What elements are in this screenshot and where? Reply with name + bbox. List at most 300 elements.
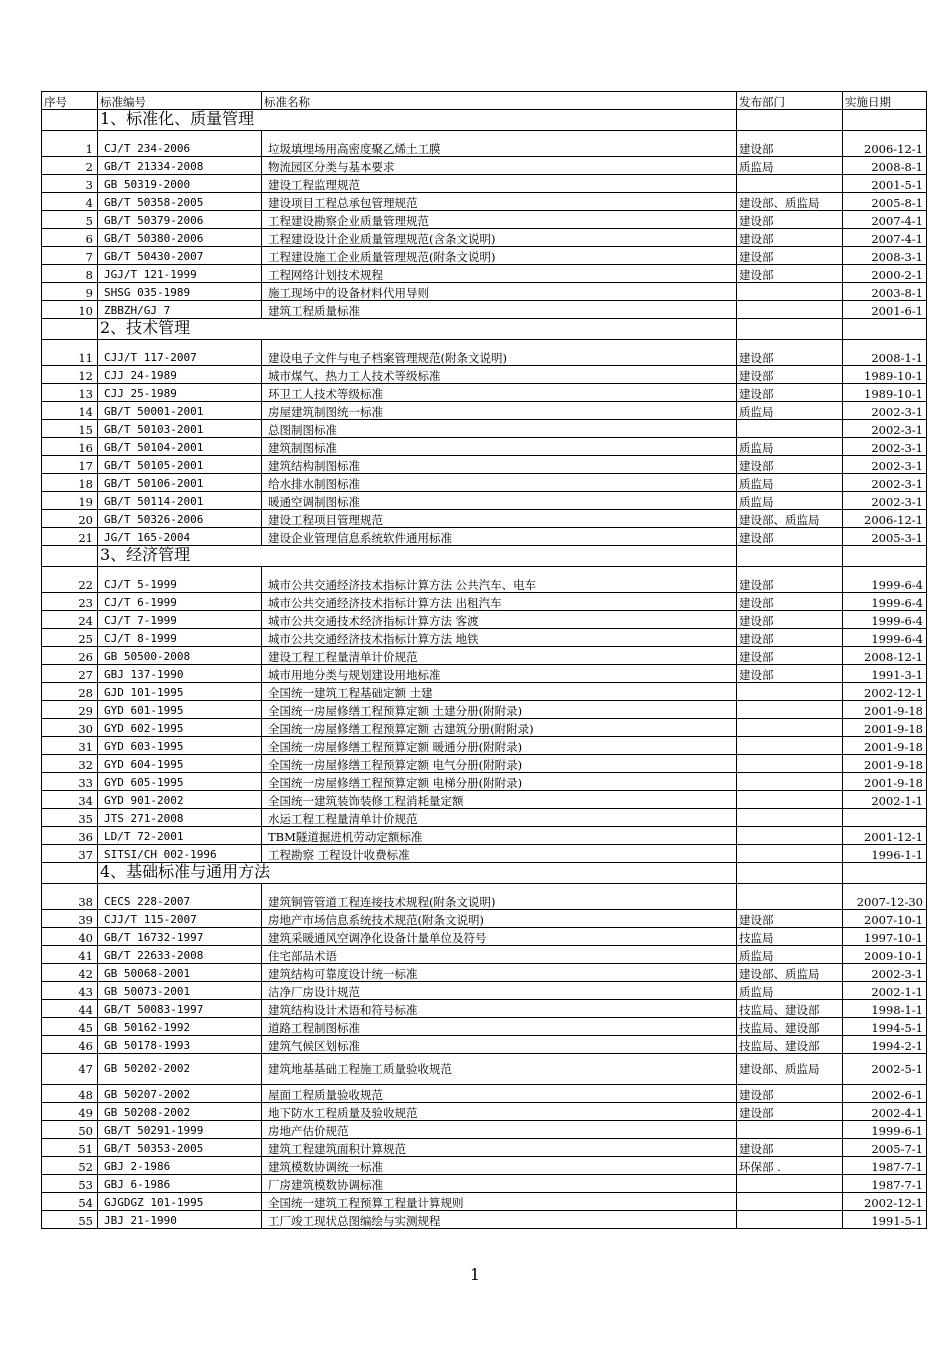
table-row [42, 265, 927, 283]
cell-dept [737, 791, 843, 809]
cell-name: 建设工程监理规范 [262, 175, 737, 193]
cell-date: 2006-12-1 [843, 131, 927, 157]
cell-name: 全国统一房屋修缮工程预算定额 古建筑分册(附附录) [262, 719, 737, 737]
cell-code: LD/T 72-2001 [98, 827, 262, 845]
cell-code: CJJ 25-1989 [98, 384, 262, 402]
cell-dept [737, 827, 843, 845]
table-row [42, 1000, 927, 1018]
table-row [42, 510, 927, 528]
cell-date: 2008-1-1 [843, 340, 927, 366]
cell-no: 17 [42, 456, 98, 474]
section-header-row [42, 546, 927, 567]
section-title: 1、标准化、质量管理 [98, 110, 737, 131]
cell-name: 城市公共交通经济技术指标计算方法 地铁 [262, 629, 737, 647]
cell-name: 建筑模数协调统一标准 [262, 1157, 737, 1175]
table-row [42, 1054, 927, 1085]
cell-no: 54 [42, 1193, 98, 1211]
header-code: 标准编号 [98, 92, 262, 110]
cell-dept: 建设部 [737, 611, 843, 629]
cell-date: 2006-12-1 [843, 510, 927, 528]
cell-name: 建筑采暖通风空调净化设备计量单位及符号 [262, 928, 737, 946]
cell-code: CJ/T 7-1999 [98, 611, 262, 629]
cell-no: 48 [42, 1085, 98, 1103]
cell-dept: 技监局 [737, 928, 843, 946]
cell-no: 26 [42, 647, 98, 665]
cell-dept [737, 1175, 843, 1193]
cell-no: 5 [42, 211, 98, 229]
table-row [42, 1085, 927, 1103]
cell-no: 45 [42, 1018, 98, 1036]
cell-dept: 技监局、建设部 [737, 1036, 843, 1054]
cell-name: 建筑结构制图标准 [262, 456, 737, 474]
cell-dept [737, 737, 843, 755]
cell-dept: 质监局 [737, 982, 843, 1000]
cell-date: 2002-3-1 [843, 420, 927, 438]
table-row [42, 845, 927, 863]
table-row [42, 492, 927, 510]
cell-name: 全国统一建筑装饰装修工程消耗量定额 [262, 791, 737, 809]
cell-code: GB 50207-2002 [98, 1085, 262, 1103]
cell-name: 房地产市场信息系统技术规范(附条文说明) [262, 910, 737, 928]
cell-code: GB/T 50105-2001 [98, 456, 262, 474]
cell-no: 35 [42, 809, 98, 827]
cell-name: 工厂竣工现状总图编绘与实测规程 [262, 1211, 737, 1229]
cell-date: 2008-8-1 [843, 157, 927, 175]
table-row [42, 211, 927, 229]
standards-table [41, 91, 927, 1229]
table-row [42, 1211, 927, 1229]
cell-code: GB/T 16732-1997 [98, 928, 262, 946]
cell-dept: 建设部 [737, 647, 843, 665]
cell-code: GBJ 6-1986 [98, 1175, 262, 1193]
cell-name: 施工现场中的设备材料代用导则 [262, 283, 737, 301]
cell-no: 12 [42, 366, 98, 384]
cell-name: 城市煤气、热力工人技术等级标准 [262, 366, 737, 384]
table-row [42, 456, 927, 474]
header-date: 实施日期 [843, 92, 927, 110]
table-row [42, 683, 927, 701]
cell-dept [737, 755, 843, 773]
cell-dept: 建设部 [737, 211, 843, 229]
cell-no: 9 [42, 283, 98, 301]
cell-code: CJJ/T 115-2007 [98, 910, 262, 928]
cell-dept [737, 175, 843, 193]
cell-dept: 建设部、质监局 [737, 193, 843, 211]
table-header-row [42, 92, 927, 110]
cell-name: 建筑铜管管道工程连接技术规程(附条文说明) [262, 884, 737, 910]
cell-date: 1999-6-4 [843, 629, 927, 647]
cell-dept: 建设部 [737, 366, 843, 384]
cell-date: 1989-10-1 [843, 366, 927, 384]
cell-code: JG/T 165-2004 [98, 528, 262, 546]
table-row [42, 175, 927, 193]
page-number: 1 [469, 1265, 481, 1284]
table-row [42, 283, 927, 301]
cell-no: 36 [42, 827, 98, 845]
cell-name: 总图制图标准 [262, 420, 737, 438]
cell-no: 1 [42, 131, 98, 157]
section-dept-empty [737, 319, 843, 340]
cell-name: 全国统一房屋修缮工程预算定额 电气分册(附附录) [262, 755, 737, 773]
table-row [42, 611, 927, 629]
cell-name: 地下防水工程质量及验收规范 [262, 1103, 737, 1121]
cell-dept [737, 809, 843, 827]
cell-dept: 建设部 [737, 1103, 843, 1121]
cell-no: 8 [42, 265, 98, 283]
cell-date: 2002-3-1 [843, 402, 927, 420]
cell-name: 物流园区分类与基本要求 [262, 157, 737, 175]
cell-date: 2001-9-18 [843, 719, 927, 737]
cell-name: 建设电子文件与电子档案管理规范(附条文说明) [262, 340, 737, 366]
cell-date [843, 809, 927, 827]
cell-code: GB 50162-1992 [98, 1018, 262, 1036]
header-no: 序号 [42, 92, 98, 110]
cell-dept: 质监局 [737, 157, 843, 175]
table-row [42, 247, 927, 265]
cell-no: 46 [42, 1036, 98, 1054]
cell-name: 工程建设勘察企业质量管理规范 [262, 211, 737, 229]
table-row [42, 438, 927, 456]
cell-no: 51 [42, 1139, 98, 1157]
table-row [42, 1036, 927, 1054]
cell-dept: 建设部 [737, 384, 843, 402]
cell-dept [737, 301, 843, 319]
cell-date: 2002-3-1 [843, 438, 927, 456]
cell-name: 建设工程工程量清单计价规范 [262, 647, 737, 665]
cell-name: 水运工程工程量清单计价规范 [262, 809, 737, 827]
cell-date: 2002-12-1 [843, 1193, 927, 1211]
section-title: 4、基础标准与通用方法 [98, 863, 737, 884]
cell-code: CJJ 24-1989 [98, 366, 262, 384]
cell-code: CJ/T 6-1999 [98, 593, 262, 611]
cell-name: 厂房建筑模数协调标准 [262, 1175, 737, 1193]
cell-no: 47 [42, 1054, 98, 1085]
cell-code: GYD 601-1995 [98, 701, 262, 719]
section-dept-empty [737, 110, 843, 131]
cell-name: 道路工程制图标准 [262, 1018, 737, 1036]
cell-dept: 建设部 [737, 340, 843, 366]
cell-dept: 建设部、质监局 [737, 1054, 843, 1085]
cell-code: GB/T 50291-1999 [98, 1121, 262, 1139]
section-spacer [42, 863, 98, 884]
cell-no: 10 [42, 301, 98, 319]
cell-no: 21 [42, 528, 98, 546]
cell-name: 房屋建筑制图统一标准 [262, 402, 737, 420]
cell-code: GB/T 22633-2008 [98, 946, 262, 964]
cell-dept: 质监局 [737, 946, 843, 964]
cell-code: ZBBZH/GJ 7 [98, 301, 262, 319]
table-row [42, 827, 927, 845]
cell-code: GJD 101-1995 [98, 683, 262, 701]
cell-no: 25 [42, 629, 98, 647]
table-row [42, 791, 927, 809]
cell-date: 2002-6-1 [843, 1085, 927, 1103]
cell-code: CJ/T 234-2006 [98, 131, 262, 157]
table-row [42, 301, 927, 319]
cell-no: 33 [42, 773, 98, 791]
cell-date: 2002-4-1 [843, 1103, 927, 1121]
section-date-empty [843, 546, 927, 567]
cell-date: 2007-4-1 [843, 211, 927, 229]
cell-no: 13 [42, 384, 98, 402]
cell-dept: 建设部、质监局 [737, 964, 843, 982]
table-row [42, 737, 927, 755]
cell-no: 52 [42, 1157, 98, 1175]
cell-name: 城市公共交通经济技术指标计算方法 出租汽车 [262, 593, 737, 611]
table-row [42, 755, 927, 773]
table-row [42, 964, 927, 982]
cell-name: 城市用地分类与规划建设用地标准 [262, 665, 737, 683]
cell-dept [737, 1211, 843, 1229]
cell-name: 给水排水制图标准 [262, 474, 737, 492]
cell-name: 全国统一房屋修缮工程预算定额 土建分册(附附录) [262, 701, 737, 719]
cell-no: 16 [42, 438, 98, 456]
cell-dept: 建设部 [737, 1139, 843, 1157]
cell-code: GB/T 50104-2001 [98, 438, 262, 456]
table-row [42, 647, 927, 665]
table-row [42, 402, 927, 420]
table-row [42, 910, 927, 928]
cell-code: GYD 901-2002 [98, 791, 262, 809]
cell-code: GB/T 50103-2001 [98, 420, 262, 438]
table-row [42, 773, 927, 791]
table-row [42, 366, 927, 384]
cell-dept: 建设部 [737, 1085, 843, 1103]
cell-no: 49 [42, 1103, 98, 1121]
cell-date: 1999-6-4 [843, 567, 927, 593]
cell-date: 1999-6-1 [843, 1121, 927, 1139]
table-row [42, 193, 927, 211]
cell-name: 建设工程项目管理规范 [262, 510, 737, 528]
section-dept-empty [737, 863, 843, 884]
table-row [42, 229, 927, 247]
cell-no: 34 [42, 791, 98, 809]
cell-name: 全国统一房屋修缮工程预算定额 电梯分册(附附录) [262, 773, 737, 791]
header-dept: 发布部门 [737, 92, 843, 110]
cell-name: 工程勘察 工程设计收费标准 [262, 845, 737, 863]
cell-dept: 建设部 [737, 629, 843, 647]
cell-dept [737, 1193, 843, 1211]
cell-no: 37 [42, 845, 98, 863]
cell-date: 2002-3-1 [843, 456, 927, 474]
section-date-empty [843, 863, 927, 884]
cell-date: 2001-9-18 [843, 737, 927, 755]
cell-no: 30 [42, 719, 98, 737]
cell-code: GB/T 50114-2001 [98, 492, 262, 510]
cell-name: 环卫工人技术等级标准 [262, 384, 737, 402]
cell-dept [737, 884, 843, 910]
cell-date: 2001-6-1 [843, 301, 927, 319]
cell-dept [737, 683, 843, 701]
cell-dept: 建设部 [737, 528, 843, 546]
cell-code: GB/T 50353-2005 [98, 1139, 262, 1157]
table-row [42, 340, 927, 366]
cell-date: 1998-1-1 [843, 1000, 927, 1018]
cell-name: 建筑工程质量标准 [262, 301, 737, 319]
cell-no: 4 [42, 193, 98, 211]
cell-date: 1991-3-1 [843, 665, 927, 683]
cell-no: 11 [42, 340, 98, 366]
section-spacer [42, 110, 98, 131]
cell-code: CJ/T 8-1999 [98, 629, 262, 647]
cell-name: 垃圾填埋场用高密度聚乙烯土工膜 [262, 131, 737, 157]
cell-code: GB/T 50358-2005 [98, 193, 262, 211]
cell-date: 2001-5-1 [843, 175, 927, 193]
table-row [42, 420, 927, 438]
cell-code: GB/T 50430-2007 [98, 247, 262, 265]
cell-name: 洁净厂房设计规范 [262, 982, 737, 1000]
cell-code: GB 50319-2000 [98, 175, 262, 193]
cell-no: 27 [42, 665, 98, 683]
cell-name: 工程建设设计企业质量管理规范(含条文说明) [262, 229, 737, 247]
cell-no: 18 [42, 474, 98, 492]
cell-no: 31 [42, 737, 98, 755]
section-dept-empty [737, 546, 843, 567]
table-row [42, 567, 927, 593]
cell-date: 2002-1-1 [843, 982, 927, 1000]
cell-date: 2002-1-1 [843, 791, 927, 809]
cell-no: 6 [42, 229, 98, 247]
cell-dept: 技监局、建设部 [737, 1018, 843, 1036]
table-row [42, 1193, 927, 1211]
cell-code: GB 50178-1993 [98, 1036, 262, 1054]
cell-date: 2009-10-1 [843, 946, 927, 964]
table-row [42, 1139, 927, 1157]
table-row [42, 946, 927, 964]
cell-code: CJ/T 5-1999 [98, 567, 262, 593]
cell-date: 2003-8-1 [843, 283, 927, 301]
section-header-row [42, 319, 927, 340]
cell-date: 1999-6-4 [843, 611, 927, 629]
cell-code: GB/T 50379-2006 [98, 211, 262, 229]
cell-dept: 建设部 [737, 567, 843, 593]
cell-code: SITSI/CH 002-1996 [98, 845, 262, 863]
cell-code: SHSG 035-1989 [98, 283, 262, 301]
cell-code: GB/T 50106-2001 [98, 474, 262, 492]
cell-dept: 建设部 [737, 456, 843, 474]
cell-no: 38 [42, 884, 98, 910]
cell-code: GB/T 50083-1997 [98, 1000, 262, 1018]
table-row [42, 1121, 927, 1139]
cell-dept [737, 1121, 843, 1139]
cell-date: 1989-10-1 [843, 384, 927, 402]
cell-no: 40 [42, 928, 98, 946]
cell-date: 2002-3-1 [843, 474, 927, 492]
cell-dept: 建设部 [737, 265, 843, 283]
cell-no: 2 [42, 157, 98, 175]
cell-name: 全国统一房屋修缮工程预算定额 暖通分册(附附录) [262, 737, 737, 755]
cell-dept: 建设部 [737, 665, 843, 683]
cell-dept: 质监局 [737, 402, 843, 420]
cell-name: 建筑结构设计术语和符号标准 [262, 1000, 737, 1018]
cell-name: 建筑工程建筑面积计算规范 [262, 1139, 737, 1157]
cell-no: 15 [42, 420, 98, 438]
cell-name: 城市公共交通技术经济指标计算方法 客渡 [262, 611, 737, 629]
table-row [42, 131, 927, 157]
cell-date: 2001-9-18 [843, 701, 927, 719]
table-row [42, 1175, 927, 1193]
table-row [42, 629, 927, 647]
cell-dept: 建设部 [737, 247, 843, 265]
cell-no: 7 [42, 247, 98, 265]
table-row [42, 1018, 927, 1036]
cell-name: 工程网络计划技术规程 [262, 265, 737, 283]
section-spacer [42, 319, 98, 340]
cell-dept: 建设部 [737, 131, 843, 157]
cell-no: 55 [42, 1211, 98, 1229]
cell-code: JBJ 21-1990 [98, 1211, 262, 1229]
cell-name: 城市公共交通经济技术指标计算方法 公共汽车、电车 [262, 567, 737, 593]
cell-name: 全国统一建筑工程基础定额 土建 [262, 683, 737, 701]
cell-name: 建设企业管理信息系统软件通用标准 [262, 528, 737, 546]
cell-no: 53 [42, 1175, 98, 1193]
cell-name: 暖通空调制图标准 [262, 492, 737, 510]
cell-no: 29 [42, 701, 98, 719]
cell-date: 1999-6-4 [843, 593, 927, 611]
cell-code: GJGDGZ 101-1995 [98, 1193, 262, 1211]
cell-date: 2008-3-1 [843, 247, 927, 265]
cell-date: 2001-9-18 [843, 773, 927, 791]
cell-date: 2005-7-1 [843, 1139, 927, 1157]
cell-code: GYD 605-1995 [98, 773, 262, 791]
cell-code: GYD 604-1995 [98, 755, 262, 773]
cell-date: 2001-9-18 [843, 755, 927, 773]
cell-dept [737, 701, 843, 719]
table-row [42, 1103, 927, 1121]
cell-code: GYD 603-1995 [98, 737, 262, 755]
cell-no: 23 [42, 593, 98, 611]
cell-date: 1987-7-1 [843, 1157, 927, 1175]
cell-code: GB 50068-2001 [98, 964, 262, 982]
cell-code: GBJ 137-1990 [98, 665, 262, 683]
cell-dept: 建设部、质监局 [737, 510, 843, 528]
cell-dept: 技监局、建设部 [737, 1000, 843, 1018]
header-name: 标准名称 [262, 92, 737, 110]
cell-dept: 质监局 [737, 474, 843, 492]
cell-code: CJJ/T 117-2007 [98, 340, 262, 366]
cell-code: JTS 271-2008 [98, 809, 262, 827]
table-row [42, 593, 927, 611]
cell-code: GB 50073-2001 [98, 982, 262, 1000]
cell-no: 41 [42, 946, 98, 964]
cell-code: GBJ 2-1986 [98, 1157, 262, 1175]
cell-code: JGJ/T 121-1999 [98, 265, 262, 283]
cell-no: 42 [42, 964, 98, 982]
cell-date: 2007-4-1 [843, 229, 927, 247]
table-row [42, 665, 927, 683]
cell-date: 2001-12-1 [843, 827, 927, 845]
table-row [42, 928, 927, 946]
table-row [42, 157, 927, 175]
table-row [42, 809, 927, 827]
cell-no: 32 [42, 755, 98, 773]
table-row [42, 1157, 927, 1175]
cell-name: 建筑结构可靠度设计统一标准 [262, 964, 737, 982]
cell-date: 1994-5-1 [843, 1018, 927, 1036]
cell-name: 全国统一建筑工程预算工程量计算规则 [262, 1193, 737, 1211]
section-title: 3、经济管理 [98, 546, 737, 567]
cell-no: 22 [42, 567, 98, 593]
cell-date: 2007-10-1 [843, 910, 927, 928]
cell-date: 1991-5-1 [843, 1211, 927, 1229]
cell-name: TBM隧道掘进机劳动定额标准 [262, 827, 737, 845]
cell-no: 28 [42, 683, 98, 701]
cell-no: 44 [42, 1000, 98, 1018]
cell-date: 2002-3-1 [843, 964, 927, 982]
table-row [42, 719, 927, 737]
section-spacer [42, 546, 98, 567]
table-row [42, 474, 927, 492]
